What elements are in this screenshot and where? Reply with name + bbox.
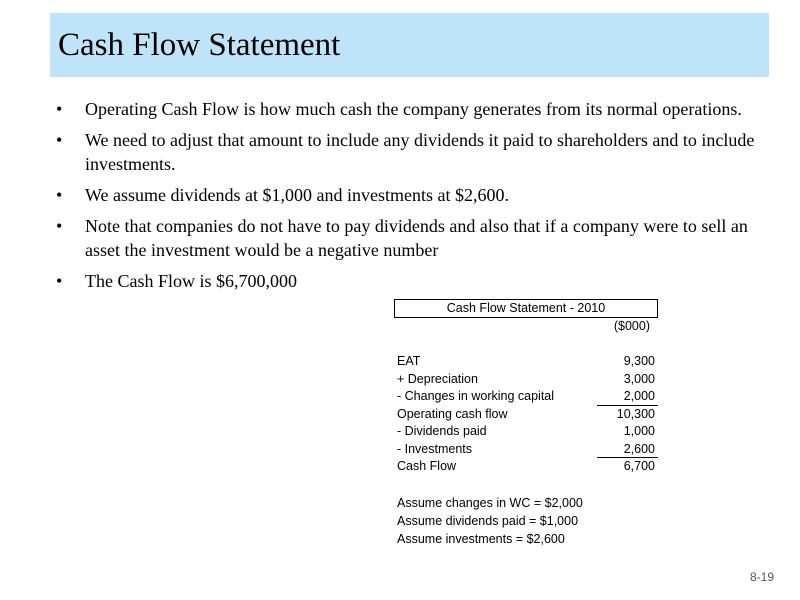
table-row xyxy=(394,371,658,389)
spacer xyxy=(394,335,658,353)
table-row xyxy=(394,388,658,406)
bullet-text: Note that companies do not have to pay dividends and also that if a company were to sell an asset the investment would be a negative number xyxy=(85,216,748,260)
bullet-dot: • xyxy=(56,216,63,236)
cash-flow-table xyxy=(394,299,658,548)
row-value: 1,000 xyxy=(623,424,655,438)
slide-title: Cash Flow Statement xyxy=(58,27,341,63)
row-label: - Changes in working capital xyxy=(397,389,555,403)
row-value: 9,300 xyxy=(623,354,655,368)
row-value: 6,700 xyxy=(623,459,655,473)
row-label: Operating cash flow xyxy=(397,406,508,421)
bullet-text: Operating Cash Flow is how much cash the company generates from its normal operations. xyxy=(85,99,742,119)
assumption-note: Assume investments = $2,600 xyxy=(397,531,565,546)
bullet-dot: • xyxy=(56,185,63,205)
cash-flow-table-header: Cash Flow Statement - 2010 xyxy=(394,299,658,318)
assumption-note: Assume changes in WC = $2,000 xyxy=(397,495,583,510)
slide-number: 8-19 xyxy=(749,570,774,584)
spacer xyxy=(394,476,658,494)
bullet-list xyxy=(56,97,756,300)
row-value: 10,300 xyxy=(616,406,655,421)
bullet-dot: • xyxy=(56,99,63,119)
units-label: ($000) xyxy=(613,319,650,333)
bullet-text: The Cash Flow is $6,700,000 xyxy=(85,271,298,291)
row-value: 2,600 xyxy=(597,441,658,459)
bullet-item xyxy=(56,128,756,176)
row-label: - Dividends paid xyxy=(397,424,487,438)
bullet-item xyxy=(56,183,756,207)
table-row xyxy=(394,423,658,441)
title-bar xyxy=(50,13,769,77)
bullet-item xyxy=(56,269,385,293)
table-row xyxy=(394,441,658,459)
bullet-dot: • xyxy=(56,271,63,291)
assumption-note: Assume dividends paid = $1,000 xyxy=(397,513,579,528)
table-row xyxy=(394,406,658,424)
row-label: + Depreciation xyxy=(397,371,478,386)
bullet-item xyxy=(56,97,756,121)
bullet-text: We need to adjust that amount to include any dividends it paid to shareholders and to include investments. xyxy=(85,130,755,174)
bullet-dot: • xyxy=(56,130,63,150)
bullet-item xyxy=(56,214,756,262)
table-row xyxy=(394,353,658,371)
bullet-text: We assume dividends at $1,000 and investments at $2,600. xyxy=(85,185,509,205)
row-label: Cash Flow xyxy=(397,459,457,473)
row-label: EAT xyxy=(397,354,421,368)
row-value: 3,000 xyxy=(623,371,655,386)
row-value: 2,000 xyxy=(597,388,658,406)
row-label: - Investments xyxy=(397,441,473,456)
table-row xyxy=(394,458,658,476)
